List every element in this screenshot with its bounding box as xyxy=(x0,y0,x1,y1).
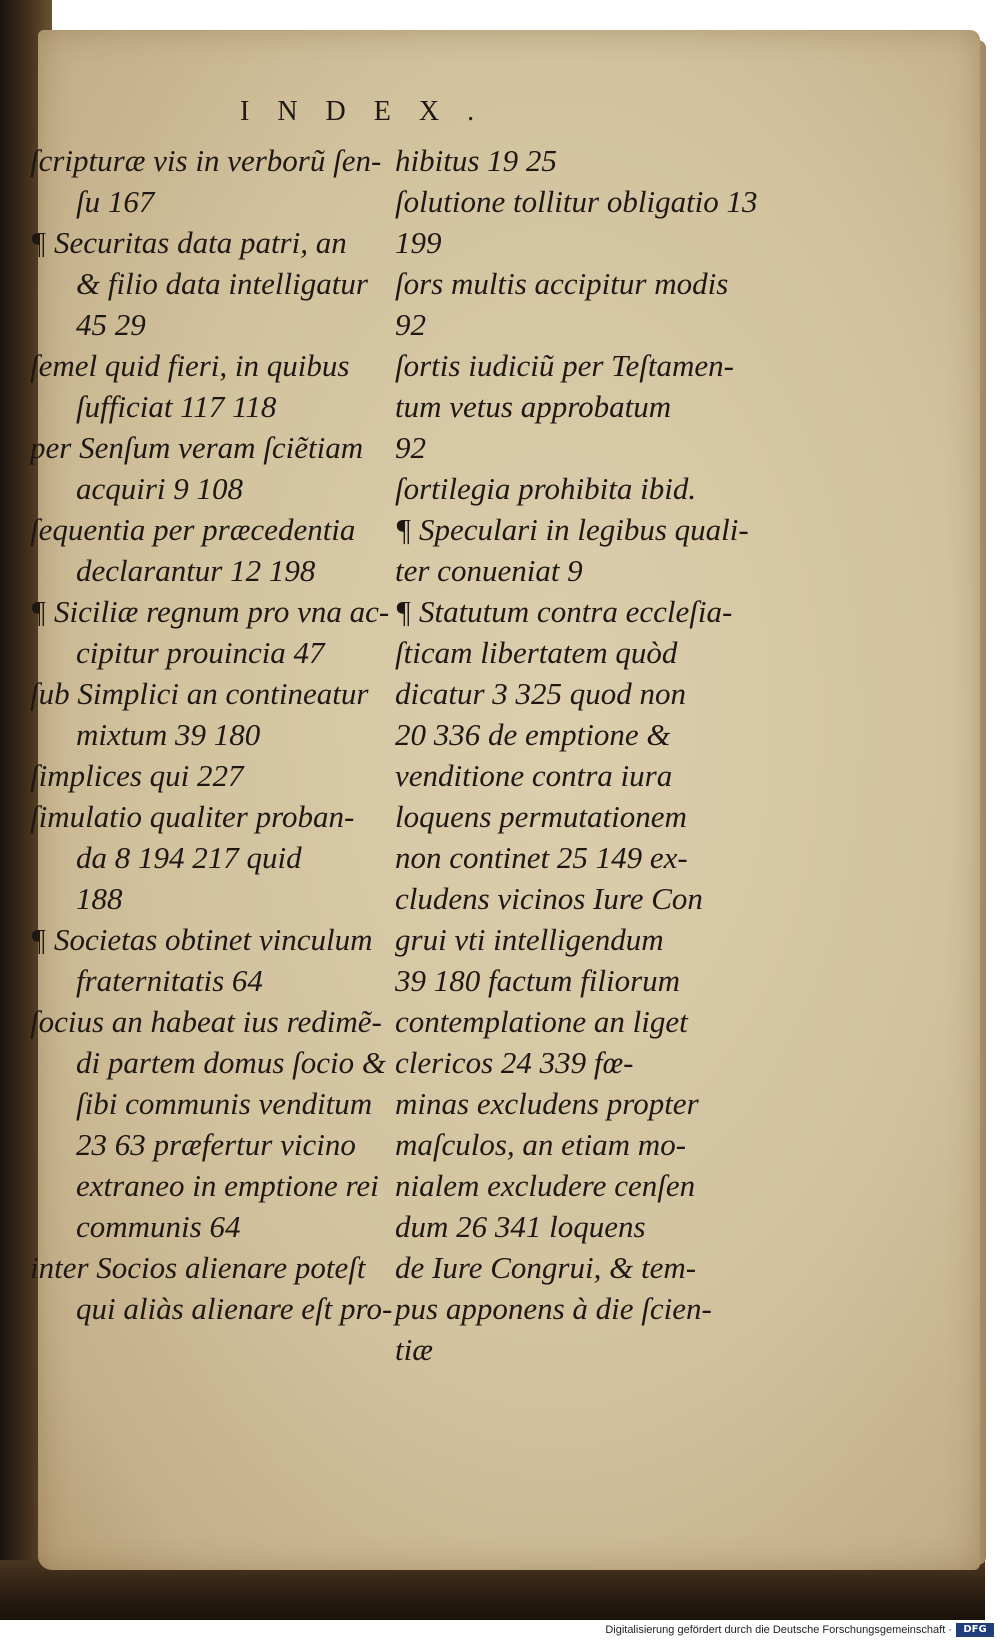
index-line: ſufficiat 117 118 xyxy=(76,389,277,424)
index-line: 45 29 xyxy=(76,307,146,342)
index-line: ſimulatio qualiter proban- xyxy=(30,799,355,834)
index-line: 92 xyxy=(395,307,426,342)
index-line: ſub Simplici an contineatur xyxy=(30,676,369,711)
footer-credit: Digitalisierung gefördert durch die Deutsche Forschungsgemeinschaft · xyxy=(605,1624,952,1636)
index-line: acquiri 9 108 xyxy=(76,471,244,506)
index-line: pus apponens à die ſcien- xyxy=(395,1291,712,1326)
index-line: 188 xyxy=(76,881,123,916)
index-line: contemplatione an liget xyxy=(395,1004,688,1039)
index-line: grui vti intelligendum xyxy=(395,922,664,957)
index-line: per Senſum veram ſciẽtiam xyxy=(30,430,364,465)
index-line: ¶ Societas obtinet vinculum xyxy=(30,922,373,957)
index-line: & filio data intelligatur xyxy=(76,266,368,301)
index-line: de Iure Congrui, & tem- xyxy=(395,1250,697,1285)
index-line: fraternitatis 64 xyxy=(76,963,263,998)
index-line: ¶ Statutum contra eccleſia- xyxy=(395,594,733,629)
index-column-left xyxy=(30,140,393,1329)
index-line: minas excludens propter xyxy=(395,1086,699,1121)
dfg-logo: DFG xyxy=(956,1623,994,1637)
index-line: inter Socios alienare poteſt xyxy=(30,1250,366,1285)
index-line: non continet 25 149 ex- xyxy=(395,840,688,875)
index-line: 92 xyxy=(395,430,426,465)
index-line: dicatur 3 325 quod non xyxy=(395,676,687,711)
index-line: ſticam libertatem quòd xyxy=(395,635,678,670)
index-column-right xyxy=(395,140,758,1370)
index-line: clericos 24 339 fœ- xyxy=(395,1045,634,1080)
index-line: ſortis iudiciũ per Teſtamen- xyxy=(395,348,734,383)
running-head: INDEX. xyxy=(240,96,503,127)
index-line: ſemel quid fieri, in quibus xyxy=(30,348,350,383)
index-line: communis 64 xyxy=(76,1209,241,1244)
index-line: nialem excludere cenſen xyxy=(395,1168,696,1203)
index-line: ¶ Siciliæ regnum pro vna ac- xyxy=(30,594,390,629)
index-line: ſors multis accipitur modis xyxy=(395,266,729,301)
index-line: 20 336 de emptione & xyxy=(395,717,671,752)
index-line: hibitus 19 25 xyxy=(395,143,557,178)
index-line: loquens permutationem xyxy=(395,799,687,834)
index-line: cludens vicinos Iure Con xyxy=(395,881,703,916)
index-line: dum 26 341 loquens xyxy=(395,1209,646,1244)
index-line: ter conueniat 9 xyxy=(395,553,583,588)
index-line: tiæ xyxy=(395,1332,433,1367)
index-line: ¶ Securitas data patri, an xyxy=(30,225,347,260)
index-line: 23 63 præfertur vicino xyxy=(76,1127,356,1162)
index-line: ſolutione tollitur obligatio 13 xyxy=(395,184,758,219)
index-line: ſcripturæ vis in verborũ ſen- xyxy=(30,143,382,178)
index-line: tum vetus approbatum xyxy=(395,389,672,424)
index-line: ¶ Speculari in legibus quali- xyxy=(395,512,749,547)
index-line: ſu 167 xyxy=(76,184,155,219)
index-line: cipitur prouincia 47 xyxy=(76,635,325,670)
index-line: maſculos, an etiam mo- xyxy=(395,1127,687,1162)
index-line: mixtum 39 180 xyxy=(76,717,261,752)
index-line: da 8 194 217 quid xyxy=(76,840,302,875)
index-line: venditione contra iura xyxy=(395,758,673,793)
index-line: extraneo in emptione rei xyxy=(76,1168,379,1203)
index-line: declarantur 12 198 xyxy=(76,553,316,588)
index-line: ſortilegia prohibita ibid. xyxy=(395,471,697,506)
index-line: 199 xyxy=(395,225,442,260)
index-line: ſimplices qui 227 xyxy=(30,758,244,793)
index-line: qui aliàs alienare eſt pro- xyxy=(76,1291,393,1326)
index-line: di partem domus ſocio & xyxy=(76,1045,386,1080)
index-line: 39 180 factum filiorum xyxy=(395,963,681,998)
index-line: ſocius an habeat ius redimẽ- xyxy=(30,1004,382,1039)
index-line: ſequentia per præcedentia xyxy=(30,512,356,547)
index-line: ſibi communis venditum xyxy=(76,1086,373,1121)
